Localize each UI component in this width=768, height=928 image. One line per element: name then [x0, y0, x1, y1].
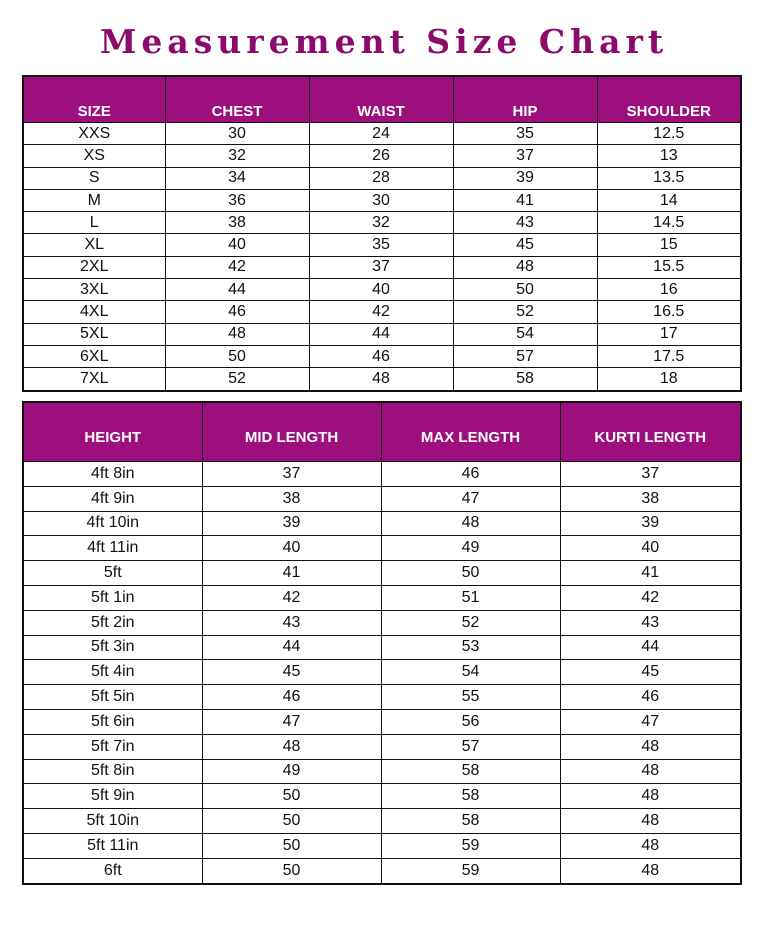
table-row [23, 123, 741, 145]
table-cell-mid-length: 46 [202, 685, 381, 710]
table-row [23, 734, 741, 759]
table-cell-height: 5ft 10in [23, 809, 202, 834]
size-table-header-shoulder: SHOULDER [597, 76, 741, 123]
table-cell-kurti-length: 48 [560, 784, 741, 809]
table-cell-hip: 45 [453, 234, 597, 256]
table-cell-hip: 35 [453, 123, 597, 145]
table-row [23, 685, 741, 710]
table-row [23, 660, 741, 685]
table-cell-chest: 36 [165, 189, 309, 211]
table-row [23, 145, 741, 167]
table-cell-chest: 42 [165, 256, 309, 278]
table-row [23, 189, 741, 211]
table-cell-max-length: 50 [381, 561, 560, 586]
table-cell-shoulder: 17.5 [597, 345, 741, 367]
table-cell-size: S [23, 167, 165, 189]
table-row [23, 234, 741, 256]
page-title: Measurement Size Chart [99, 22, 669, 61]
table-cell-mid-length: 44 [202, 635, 381, 660]
table-cell-height: 5ft 2in [23, 610, 202, 635]
table-cell-max-length: 58 [381, 784, 560, 809]
table-cell-chest: 52 [165, 368, 309, 391]
table-cell-max-length: 54 [381, 660, 560, 685]
height-table-header-max-length: MAX LENGTH [381, 402, 560, 462]
table-cell-height: 5ft 6in [23, 709, 202, 734]
table-cell-max-length: 52 [381, 610, 560, 635]
table-cell-kurti-length: 42 [560, 585, 741, 610]
table-cell-size: XS [23, 145, 165, 167]
table-row [23, 610, 741, 635]
table-cell-height: 4ft 10in [23, 511, 202, 536]
height-table-header-height: HEIGHT [23, 402, 202, 462]
table-cell-waist: 30 [309, 189, 453, 211]
table-cell-mid-length: 49 [202, 759, 381, 784]
table-cell-hip: 39 [453, 167, 597, 189]
table-cell-kurti-length: 41 [560, 561, 741, 586]
table-cell-chest: 46 [165, 301, 309, 323]
table-cell-shoulder: 13.5 [597, 167, 741, 189]
table-cell-mid-length: 48 [202, 734, 381, 759]
table-cell-height: 5ft 11in [23, 833, 202, 858]
table-row [23, 585, 741, 610]
size-table-header-chest: CHEST [165, 76, 309, 123]
table-cell-hip: 54 [453, 323, 597, 345]
table-cell-kurti-length: 46 [560, 685, 741, 710]
table-cell-max-length: 48 [381, 511, 560, 536]
table-cell-height: 5ft [23, 561, 202, 586]
table-cell-mid-length: 38 [202, 486, 381, 511]
table-cell-height: 4ft 9in [23, 486, 202, 511]
height-length-table [22, 401, 742, 885]
table-cell-waist: 37 [309, 256, 453, 278]
table-cell-max-length: 46 [381, 462, 560, 487]
table-cell-shoulder: 15 [597, 234, 741, 256]
table-cell-size: XL [23, 234, 165, 256]
table-row [23, 809, 741, 834]
table-cell-shoulder: 13 [597, 145, 741, 167]
table-cell-waist: 32 [309, 212, 453, 234]
table-row [23, 462, 741, 487]
table-row [23, 368, 741, 391]
table-cell-mid-length: 43 [202, 610, 381, 635]
table-cell-hip: 57 [453, 345, 597, 367]
table-row [23, 256, 741, 278]
table-cell-kurti-length: 48 [560, 809, 741, 834]
height-table-header-kurti-length: KURTI LENGTH [560, 402, 741, 462]
table-row [23, 212, 741, 234]
table-cell-shoulder: 12.5 [597, 123, 741, 145]
table-row [23, 323, 741, 345]
table-cell-height: 5ft 5in [23, 685, 202, 710]
table-row [23, 167, 741, 189]
table-cell-kurti-length: 44 [560, 635, 741, 660]
size-table-header-waist: WAIST [309, 76, 453, 123]
table-cell-mid-length: 50 [202, 833, 381, 858]
table-cell-mid-length: 50 [202, 784, 381, 809]
table-cell-waist: 42 [309, 301, 453, 323]
table-cell-waist: 35 [309, 234, 453, 256]
size-table-header-size: SIZE [23, 76, 165, 123]
table-cell-max-length: 47 [381, 486, 560, 511]
table-cell-kurti-length: 47 [560, 709, 741, 734]
table-cell-height: 4ft 11in [23, 536, 202, 561]
table-cell-waist: 40 [309, 279, 453, 301]
table-cell-mid-length: 40 [202, 536, 381, 561]
table-cell-waist: 44 [309, 323, 453, 345]
table-cell-height: 5ft 4in [23, 660, 202, 685]
table-cell-waist: 48 [309, 368, 453, 391]
table-row [23, 858, 741, 883]
table-row [23, 833, 741, 858]
height-table-header-mid-length: MID LENGTH [202, 402, 381, 462]
table-cell-height: 6ft [23, 858, 202, 883]
table-cell-mid-length: 42 [202, 585, 381, 610]
table-cell-kurti-length: 48 [560, 759, 741, 784]
table-cell-hip: 50 [453, 279, 597, 301]
table-cell-max-length: 57 [381, 734, 560, 759]
table-cell-max-length: 51 [381, 585, 560, 610]
table-cell-waist: 24 [309, 123, 453, 145]
table-cell-hip: 58 [453, 368, 597, 391]
size-table-header-row [23, 76, 741, 123]
table-cell-size: L [23, 212, 165, 234]
table-cell-shoulder: 18 [597, 368, 741, 391]
table-cell-waist: 28 [309, 167, 453, 189]
table-cell-mid-length: 50 [202, 809, 381, 834]
table-cell-shoulder: 16 [597, 279, 741, 301]
table-cell-height: 5ft 9in [23, 784, 202, 809]
table-cell-height: 4ft 8in [23, 462, 202, 487]
table-cell-kurti-length: 48 [560, 858, 741, 883]
table-cell-kurti-length: 40 [560, 536, 741, 561]
table-cell-size: 5XL [23, 323, 165, 345]
table-cell-chest: 50 [165, 345, 309, 367]
table-cell-size: 6XL [23, 345, 165, 367]
table-row [23, 301, 741, 323]
table-row [23, 635, 741, 660]
table-cell-max-length: 59 [381, 833, 560, 858]
table-row [23, 536, 741, 561]
table-row [23, 759, 741, 784]
table-cell-waist: 46 [309, 345, 453, 367]
size-table-header-hip: HIP [453, 76, 597, 123]
table-cell-shoulder: 16.5 [597, 301, 741, 323]
table-cell-hip: 41 [453, 189, 597, 211]
table-row [23, 486, 741, 511]
table-cell-mid-length: 41 [202, 561, 381, 586]
table-cell-kurti-length: 43 [560, 610, 741, 635]
table-row [23, 279, 741, 301]
table-cell-mid-length: 45 [202, 660, 381, 685]
table-cell-max-length: 53 [381, 635, 560, 660]
table-row [23, 561, 741, 586]
table-cell-height: 5ft 8in [23, 759, 202, 784]
table-row [23, 709, 741, 734]
table-cell-kurti-length: 45 [560, 660, 741, 685]
table-cell-chest: 38 [165, 212, 309, 234]
table-cell-kurti-length: 37 [560, 462, 741, 487]
table-cell-max-length: 55 [381, 685, 560, 710]
table-cell-size: 4XL [23, 301, 165, 323]
table-cell-size: 7XL [23, 368, 165, 391]
table-cell-max-length: 58 [381, 809, 560, 834]
table-cell-max-length: 49 [381, 536, 560, 561]
table-cell-hip: 43 [453, 212, 597, 234]
table-cell-hip: 52 [453, 301, 597, 323]
table-cell-size: M [23, 189, 165, 211]
table-cell-max-length: 56 [381, 709, 560, 734]
table-cell-max-length: 58 [381, 759, 560, 784]
table-cell-shoulder: 15.5 [597, 256, 741, 278]
table-row [23, 784, 741, 809]
table-cell-kurti-length: 39 [560, 511, 741, 536]
table-cell-hip: 48 [453, 256, 597, 278]
table-cell-mid-length: 50 [202, 858, 381, 883]
table-row [23, 511, 741, 536]
table-cell-shoulder: 14.5 [597, 212, 741, 234]
table-cell-height: 5ft 3in [23, 635, 202, 660]
table-cell-size: XXS [23, 123, 165, 145]
table-cell-height: 5ft 1in [23, 585, 202, 610]
table-cell-waist: 26 [309, 145, 453, 167]
table-row [23, 345, 741, 367]
table-cell-chest: 48 [165, 323, 309, 345]
table-cell-chest: 30 [165, 123, 309, 145]
table-cell-size: 2XL [23, 256, 165, 278]
table-cell-height: 5ft 7in [23, 734, 202, 759]
table-cell-chest: 34 [165, 167, 309, 189]
table-cell-shoulder: 17 [597, 323, 741, 345]
table-cell-chest: 44 [165, 279, 309, 301]
table-cell-mid-length: 39 [202, 511, 381, 536]
table-cell-mid-length: 37 [202, 462, 381, 487]
table-cell-size: 3XL [23, 279, 165, 301]
table-cell-chest: 40 [165, 234, 309, 256]
table-cell-mid-length: 47 [202, 709, 381, 734]
height-table-header-row [23, 402, 741, 462]
size-measurement-table [22, 75, 742, 392]
table-cell-kurti-length: 48 [560, 734, 741, 759]
table-cell-max-length: 59 [381, 858, 560, 883]
table-cell-kurti-length: 38 [560, 486, 741, 511]
table-cell-hip: 37 [453, 145, 597, 167]
table-cell-shoulder: 14 [597, 189, 741, 211]
table-cell-chest: 32 [165, 145, 309, 167]
table-cell-kurti-length: 48 [560, 833, 741, 858]
